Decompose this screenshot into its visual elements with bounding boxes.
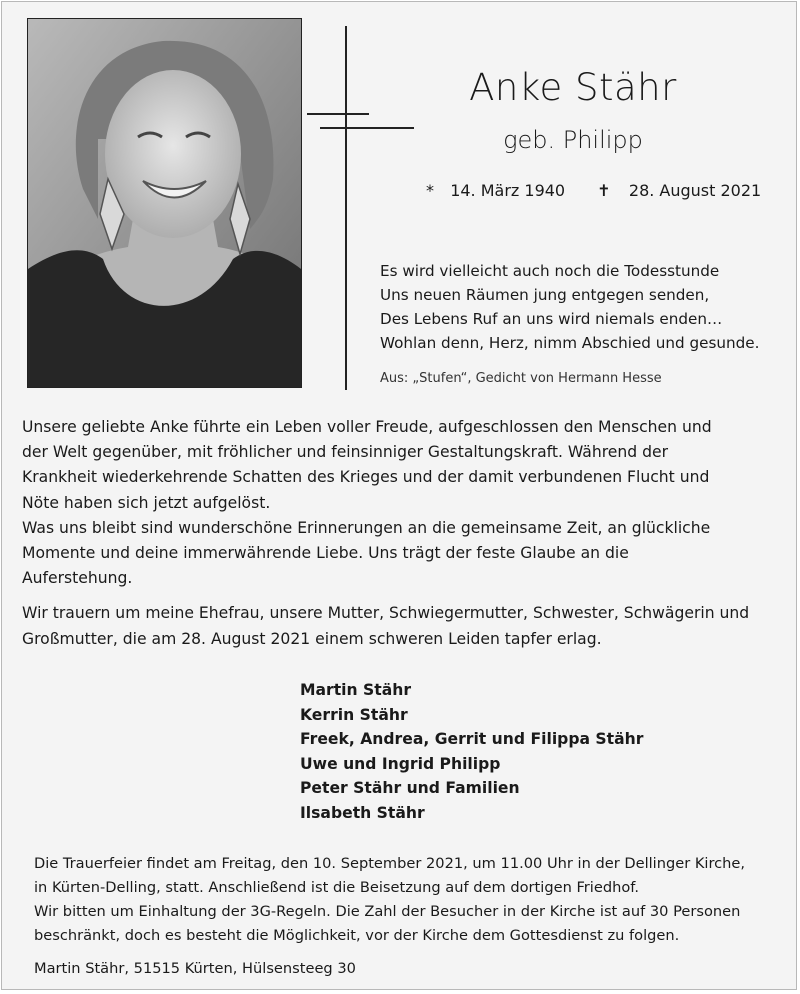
death-date: 28. August 2021 [628,181,762,200]
cross-horizontal-bar-lower [320,127,414,129]
text-line: Momente und deine immerwährende Liebe. Uns trägt der feste Glaube an die [22,544,629,563]
poem-line: Des Lebens Ruf an uns wird niemals enden… [380,310,723,328]
portrait-photo [27,18,302,388]
poem-source: Aus: „Stufen“, Gedicht von Hermann Hesse [380,371,662,386]
poem [380,259,759,355]
cross-horizontal-bar-upper [307,113,369,115]
mourner-name: Freek, Andrea, Gerrit und Filippa Stähr [300,730,644,748]
text-line: der Welt gegenüber, mit fröhlicher und feinsinniger Gestaltungskraft. Während der [22,443,669,462]
poem-line: Uns neuen Räumen jung entgegen senden, [380,286,710,304]
text-line: Nöte haben sich jetzt aufgelöst. [22,493,271,512]
obituary-text [22,415,782,662]
deceased-name: Anke Stähr [469,66,677,109]
birth-date: 14. März 1940 [450,181,566,200]
text-line: Auferstehung. [22,569,133,588]
text-line: Unsere geliebte Anke führte ein Leben voller Freude, aufgeschlossen den Menschen und [22,418,712,436]
mourner-name: Martin Stähr [300,681,412,699]
contact-address: Martin Stähr, 51515 Kürten, Hülsensteeg 30 [34,960,356,977]
text-line: in Kürten-Delling, statt. Anschließend ist die Beisetzung auf dem dortigen Friedhof. [34,879,639,896]
birth-name: geb. Philipp [503,126,643,154]
mourner-name: Peter Stähr und Familien [300,779,520,797]
death-cross-icon: ✝ [597,181,611,200]
life-dates [426,181,761,200]
birth-star-icon: * [426,181,434,200]
text-line: beschränkt, doch es besteht die Möglichkeit, vor der Kirche dem Gottesdienst zu folgen. [34,927,680,944]
mourners-list [300,678,643,825]
mourner-name: Ilsabeth Stähr [300,803,425,822]
paragraph-mourning [22,601,782,651]
text-line: Wir trauern um meine Ehefrau, unsere Mutter, Schwiegermutter, Schwester, Schwägerin und [22,604,750,623]
cross-vertical-bar [345,26,347,390]
service-information [34,852,784,948]
text-line: Was uns bleibt sind wunderschöne Erinnerungen an die gemeinsame Zeit, an glückliche [22,518,711,537]
paragraph-tribute [22,415,782,591]
mourner-name: Kerrin Stähr [300,705,408,724]
text-line: Krankheit wiederkehrende Schatten des Krieges und der damit verbundenen Flucht und [22,468,710,487]
obituary-notice [1,1,797,990]
text-line: Die Trauerfeier findet am Freitag, den 10. September 2021, um 11.00 Uhr in der Dellinger Kirche, [34,855,746,872]
text-line: Großmutter, die am 28. August 2021 einem schweren Leiden tapfer erlag. [22,629,602,648]
poem-line: Wohlan denn, Herz, nimm Abschied und gesunde. [380,334,760,352]
poem-line: Es wird vielleicht auch noch die Todesstunde [380,262,720,280]
mourner-name: Uwe und Ingrid Philipp [300,754,501,773]
text-line: Wir bitten um Einhaltung der 3G-Regeln. Die Zahl der Besucher in der Kirche ist auf 30 Personen [34,903,741,920]
